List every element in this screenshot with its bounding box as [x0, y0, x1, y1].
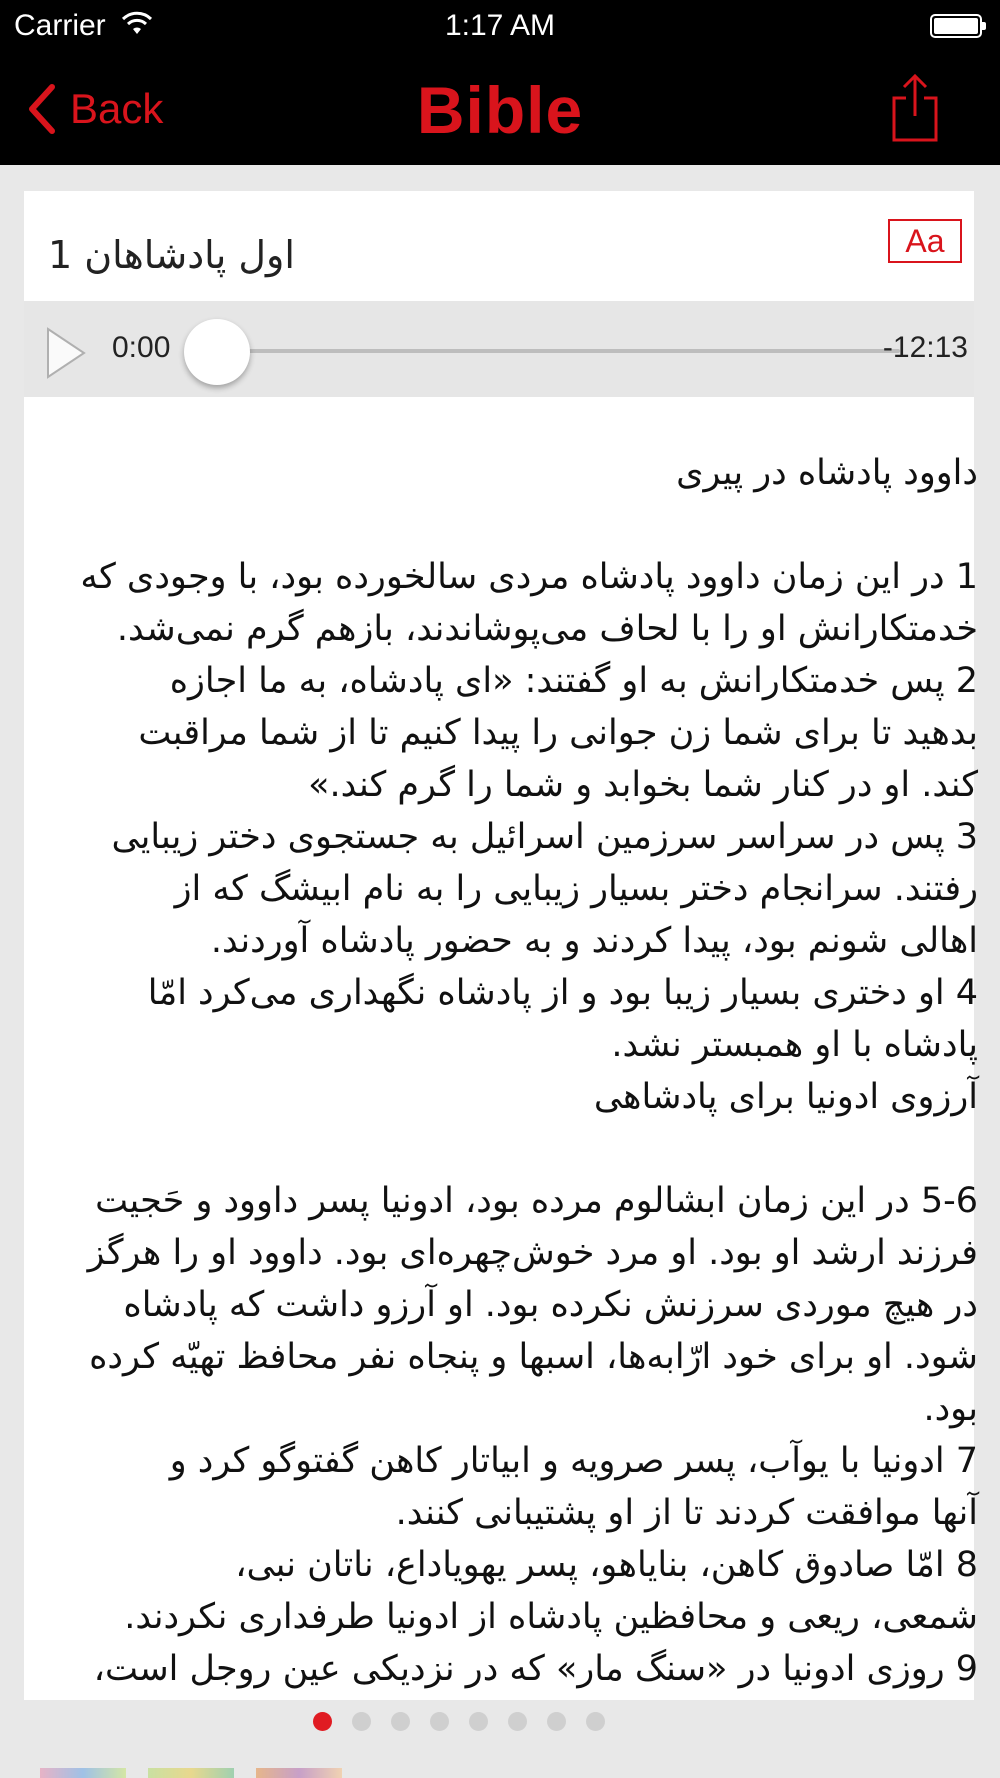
scripture-line: بدهید تا برای شما زن جوانی را پیدا کنیم تا از شما مراقبت: [138, 713, 978, 753]
scripture-line: 4 او دختری بسیار زیبا بود و از پادشاه نگهداری می‌کرد امّا: [147, 973, 978, 1013]
font-size-button[interactable]: Aa: [888, 219, 962, 263]
scripture-content[interactable]: [24, 397, 978, 1700]
scripture-text: [66, 447, 978, 1695]
play-icon[interactable]: [44, 325, 90, 381]
thumbnail-image[interactable]: [40, 1768, 126, 1778]
scripture-line: اهالی شونم بود، پیدا کردند و به حضور پادشاه آوردند.: [210, 921, 978, 961]
chapter-title: اول پادشاهان 1: [48, 233, 295, 277]
scripture-line: رفتند. سرانجام دختر بسیار زیبایی را به نام ابیشگ که از: [174, 869, 978, 909]
scripture-line: پادشاه با او همبستر نشد.: [611, 1025, 978, 1065]
page-dot[interactable]: [352, 1712, 371, 1731]
status-time: 1:17 AM: [444, 9, 556, 42]
thumbnail-image[interactable]: [148, 1768, 234, 1778]
scripture-line: 8 امّا صادوق کاهن، بنایاهو، پسر یهویاداع، ناتان نبی،: [235, 1545, 978, 1585]
app-title: Bible: [416, 73, 584, 147]
carrier-label: Carrier: [14, 9, 106, 42]
thumbnail-image[interactable]: [256, 1768, 342, 1778]
page-indicator[interactable]: [0, 1712, 959, 1731]
page-dot[interactable]: [586, 1712, 605, 1731]
page-dot[interactable]: [469, 1712, 488, 1731]
remaining-time: -12:13: [882, 331, 968, 364]
scripture-line: [66, 499, 978, 551]
scripture-line: کند. او در کنار شما بخوابد و شما را گرم کند.»: [308, 765, 978, 805]
battery-icon: [930, 14, 982, 38]
back-label: Back: [70, 85, 164, 132]
scripture-line: 2 پس خدمتکارانش به او گفتند: «ای پادشاه، به ما اجازه: [169, 661, 978, 701]
page-dot[interactable]: [313, 1712, 332, 1731]
navigation-bar: [0, 54, 1000, 165]
scripture-line: خدمتکارانش او را با لحاف می‌پوشاندند، بازهم گرم نمی‌شد.: [116, 609, 978, 649]
chapter-header: [24, 191, 974, 301]
scripture-line: آرزوی ادونیا برای پادشاهی: [593, 1077, 978, 1117]
scripture-line: فرزند ارشد او بود. او مرد خوش‌چهره‌ای بود. داوود او را هرگز: [87, 1233, 978, 1273]
scripture-line: 5-6 در این زمان ابشالوم مرده بود، ادونیا پسر داوود و حَجیت: [95, 1181, 978, 1221]
progress-track[interactable]: [210, 349, 900, 353]
thumbnail-strip: [40, 1768, 460, 1778]
scripture-line: در هیچ موردی سرزنش نکرده بود. او آرزو داشت که پادشاه: [123, 1285, 978, 1325]
audio-player: [24, 301, 974, 397]
scripture-line: شود. او برای خود ارّابه‌ها، اسبها و پنجاه نفر محافظ تهیّه کرده: [89, 1337, 978, 1377]
page-dot[interactable]: [391, 1712, 410, 1731]
scripture-line: داوود پادشاه در پیری: [676, 453, 978, 493]
elapsed-time: 0:00: [112, 331, 171, 364]
scripture-line: 7 ادونیا با یوآب، پسر صرویه و ابیاتار کاهن گفتوگو کرد و: [169, 1441, 978, 1481]
scripture-line: [66, 1123, 978, 1175]
page-dot[interactable]: [547, 1712, 566, 1731]
scripture-line: بود.: [923, 1389, 978, 1429]
progress-slider-thumb[interactable]: [184, 319, 250, 385]
scripture-line: 3 پس در سراسر سرزمین اسرائیل به جستجوی دختر زیبایی: [111, 817, 978, 857]
status-bar: [0, 0, 1000, 54]
scripture-line: 1 در این زمان داوود پادشاه مردی سالخورده بود، با وجودی که: [80, 557, 978, 597]
scripture-line: شمعی، ریعی و محافظین پادشاه از ادونیا طرفداری نکردند.: [124, 1597, 978, 1637]
share-icon[interactable]: [890, 72, 940, 144]
scripture-line: 9 روزی ادونیا در «سنگ مار» که در نزدیکی عین روجل است،: [93, 1649, 978, 1689]
scripture-line: آنها موافقت کردند تا از او پشتیبانی کنند.: [395, 1493, 978, 1533]
page-dot[interactable]: [508, 1712, 527, 1731]
page-dot[interactable]: [430, 1712, 449, 1731]
